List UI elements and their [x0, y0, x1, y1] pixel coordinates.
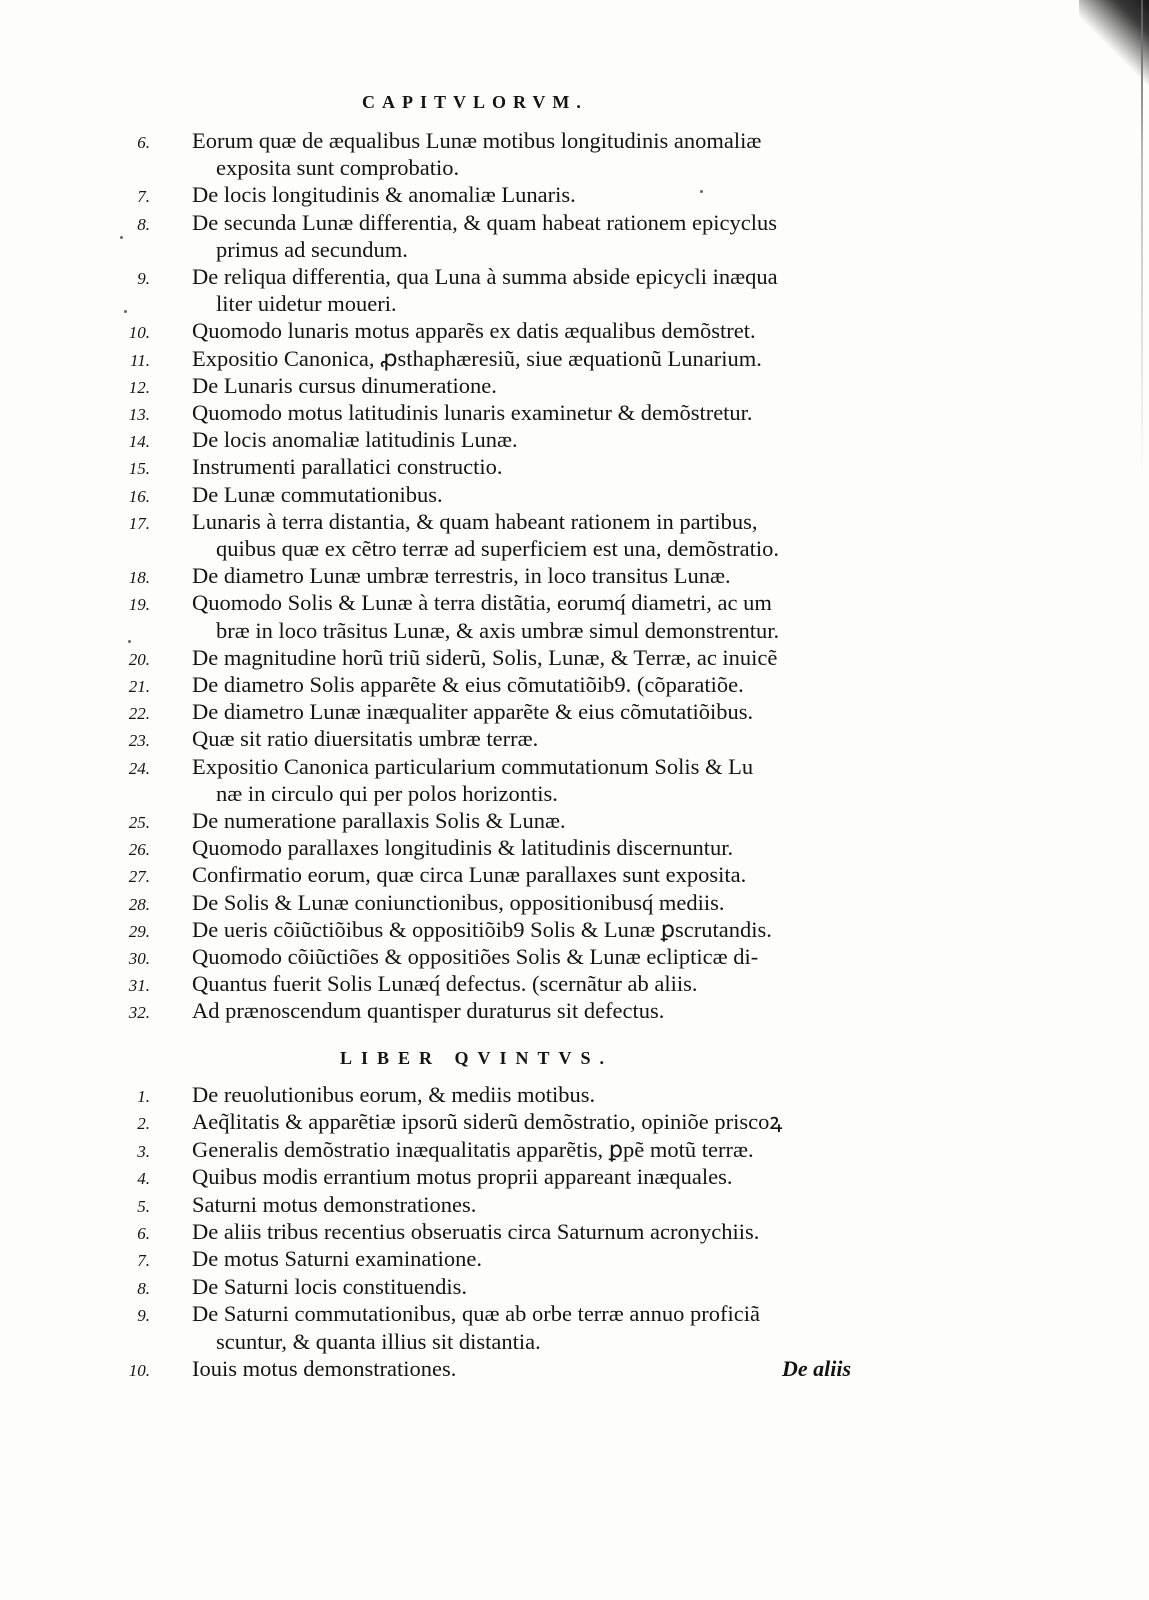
chapter-title: Quæ sit ratio diuersitatis umbræ terræ. — [192, 726, 539, 752]
chapter-title: De Saturni commutationibus, quæ ab orbe terræ annuo proficiã — [192, 1301, 760, 1327]
chapter-number: 10. — [128, 1361, 150, 1380]
chapter-number: 3. — [137, 1141, 150, 1161]
chapter-number: 30. — [128, 949, 150, 968]
running-header: CAPITVLORVM. — [362, 92, 588, 112]
chapter-number: 24. — [128, 758, 150, 778]
chapter-number: 23. — [128, 731, 150, 751]
chapter-title-continuation: primus ad secundum. — [216, 236, 408, 262]
chapter-number: 9. — [137, 1306, 150, 1326]
chapter-title: De secunda Lunæ differentia, & quam habeat rationem epicyclus — [192, 209, 777, 235]
page-edge-line — [1141, 0, 1143, 1600]
catchword: De aliis — [782, 1356, 852, 1381]
chapter-title: De reliqua differentia, qua Luna à summa abside epicycli inæqua — [192, 264, 778, 289]
chapter-number: 1. — [137, 1087, 150, 1106]
chapter-number: 7. — [137, 187, 150, 207]
chapter-title: Quomodo lunaris motus apparẽs ex datis æqualibus demõstret. — [192, 318, 756, 344]
chapter-title: De locis anomaliæ latitudinis Lunæ. — [192, 427, 518, 453]
chapter-number: 29. — [128, 921, 150, 941]
chapter-title: Expositio Canonica particularium commutationum Solis & Lu — [192, 753, 754, 779]
speck — [120, 236, 123, 239]
chapter-number: 15. — [128, 459, 150, 479]
chapter-number: 10. — [128, 323, 150, 343]
chapter-number: 11. — [130, 350, 150, 370]
chapter-title-continuation: exposita sunt comprobatio. — [216, 155, 460, 181]
chapter-number: 31. — [128, 976, 150, 996]
chapter-number: 21. — [128, 677, 150, 696]
chapter-title-continuation: bræ in loco trãsitus Lunæ, & axis umbræ simul demonstrentur. — [216, 617, 780, 643]
chapter-number: 14. — [128, 432, 150, 452]
speck — [124, 310, 127, 313]
chapter-title: De ueris cõiũctiõibus & oppositiõib9 Solis & Lunæ ꝑscrutandis. — [192, 916, 772, 942]
chapter-number: 6. — [137, 1224, 150, 1243]
chapter-title: Quomodo cõiũctiões & oppositiões Solis & Lunæ eclipticæ di- — [192, 944, 759, 969]
chapter-title: De Lunaris cursus dinumeratione. — [192, 372, 497, 398]
chapter-number: 8. — [137, 214, 150, 234]
chapter-title: Expositio Canonica, ꝓsthaphæresiũ, siue æquationũ Lunarium. — [192, 345, 762, 371]
chapter-title: Quomodo motus latitudinis lunaris examinetur & demõstretur. — [192, 400, 753, 425]
chapter-title: Quomodo parallaxes longitudinis & latitudinis discernuntur. — [192, 835, 734, 861]
section-title: LIBER QVINTVS. — [340, 1048, 614, 1068]
chapter-title: De magnitudine horũ triũ siderũ, Solis, Lunæ, & Terræ, ac inuicẽ — [192, 644, 778, 670]
chapter-number: 12. — [128, 377, 150, 397]
chapter-title: De Lunæ commutationibus. — [192, 481, 443, 507]
chapter-title: Ad prænoscendum quantisper duraturus sit defectus. — [192, 998, 665, 1024]
chapter-number: 28. — [128, 894, 150, 914]
chapter-title: Aeq̃litatis & apparẽtiæ ipsorũ siderũ demõstratio, opiniõe priscoꝝ — [192, 1109, 783, 1135]
chapter-title: De numeratione parallaxis Solis & Lunæ. — [192, 808, 566, 833]
chapter-title: Quantus fuerit Solis Lunæq́ defectus. (scernãtur ab aliis. — [192, 971, 698, 997]
chapter-number: 5. — [137, 1196, 150, 1216]
chapter-title: Saturni motus demonstrationes. — [192, 1191, 477, 1217]
chapter-number: 19. — [128, 595, 150, 615]
chapter-number: 2. — [137, 1114, 150, 1134]
chapter-number: 17. — [128, 513, 150, 533]
chapter-title: Quibus modis errantium motus proprii appareant inæquales. — [192, 1164, 733, 1190]
chapter-title: Lunaris à terra distantia, & quam habeant rationem in partibus, — [192, 508, 758, 534]
chapter-number: 16. — [128, 486, 150, 506]
chapter-title: De motus Saturni examinatione. — [192, 1246, 482, 1272]
chapter-title-continuation: scuntur, & quanta illius sit distantia. — [216, 1328, 541, 1354]
speck — [128, 640, 131, 643]
chapter-title: Quomodo Solis & Lunæ à terra distãtia, eorumq́ diametri, ac um — [192, 590, 772, 616]
chapter-number: 13. — [128, 405, 150, 424]
chapter-title: De diametro Lunæ umbræ terrestris, in loco transitus Lunæ. — [192, 563, 731, 589]
chapter-title-continuation: liter uidetur moueri. — [216, 291, 397, 317]
chapter-number: 7. — [137, 1251, 150, 1271]
chapter-title: Eorum quæ de æqualibus Lunæ motibus longitudinis anomaliæ — [192, 128, 762, 153]
chapter-title: De Solis & Lunæ coniunctionibus, oppositionibusq́ mediis. — [192, 889, 725, 915]
chapter-number: 6. — [137, 133, 150, 152]
speck — [700, 190, 703, 193]
chapter-title: Instrumenti parallatici constructio. — [192, 454, 503, 480]
chapter-number: 25. — [128, 813, 150, 832]
chapter-title: De diametro Lunæ inæqualiter apparẽte & eius cõmutatiõibus. — [192, 699, 754, 725]
chapter-title: Generalis demõstratio inæqualitatis apparẽtis, ꝑpẽ motũ terræ. — [192, 1136, 754, 1162]
chapter-number: 27. — [128, 867, 150, 887]
chapter-title: De diametro Solis apparẽte & eius cõmutatiõib9. (cõparatiõe. — [192, 672, 744, 697]
chapter-title: De aliis tribus recentius obseruatis circa Saturnum acronychiis. — [192, 1219, 760, 1244]
chapter-number: 26. — [128, 840, 150, 860]
page-edge-shadow — [1079, 0, 1149, 120]
chapter-title: De locis longitudinis & anomaliæ Lunaris. — [192, 182, 576, 208]
chapter-number: 20. — [128, 649, 150, 669]
chapter-number: 22. — [128, 704, 150, 724]
chapter-title: Iouis motus demonstrationes. — [192, 1356, 457, 1381]
chapter-title: De reuolutionibus eorum, & mediis motibus. — [192, 1082, 596, 1107]
chapter-number: 32. — [128, 1003, 150, 1023]
chapter-title: De Saturni locis constituendis. — [192, 1273, 467, 1299]
chapter-number: 4. — [137, 1169, 150, 1189]
chapter-number: 8. — [137, 1278, 150, 1298]
chapter-title: Confirmatio eorum, quæ circa Lunæ parallaxes sunt exposita. — [192, 862, 747, 888]
chapter-number: 9. — [137, 269, 150, 288]
chapter-number: 18. — [128, 568, 150, 588]
chapter-title-continuation: næ in circulo qui per polos horizontis. — [216, 780, 558, 806]
chapter-title-continuation: quibus quæ ex cẽtro terræ ad superficiem est una, demõstratio. — [216, 535, 779, 561]
